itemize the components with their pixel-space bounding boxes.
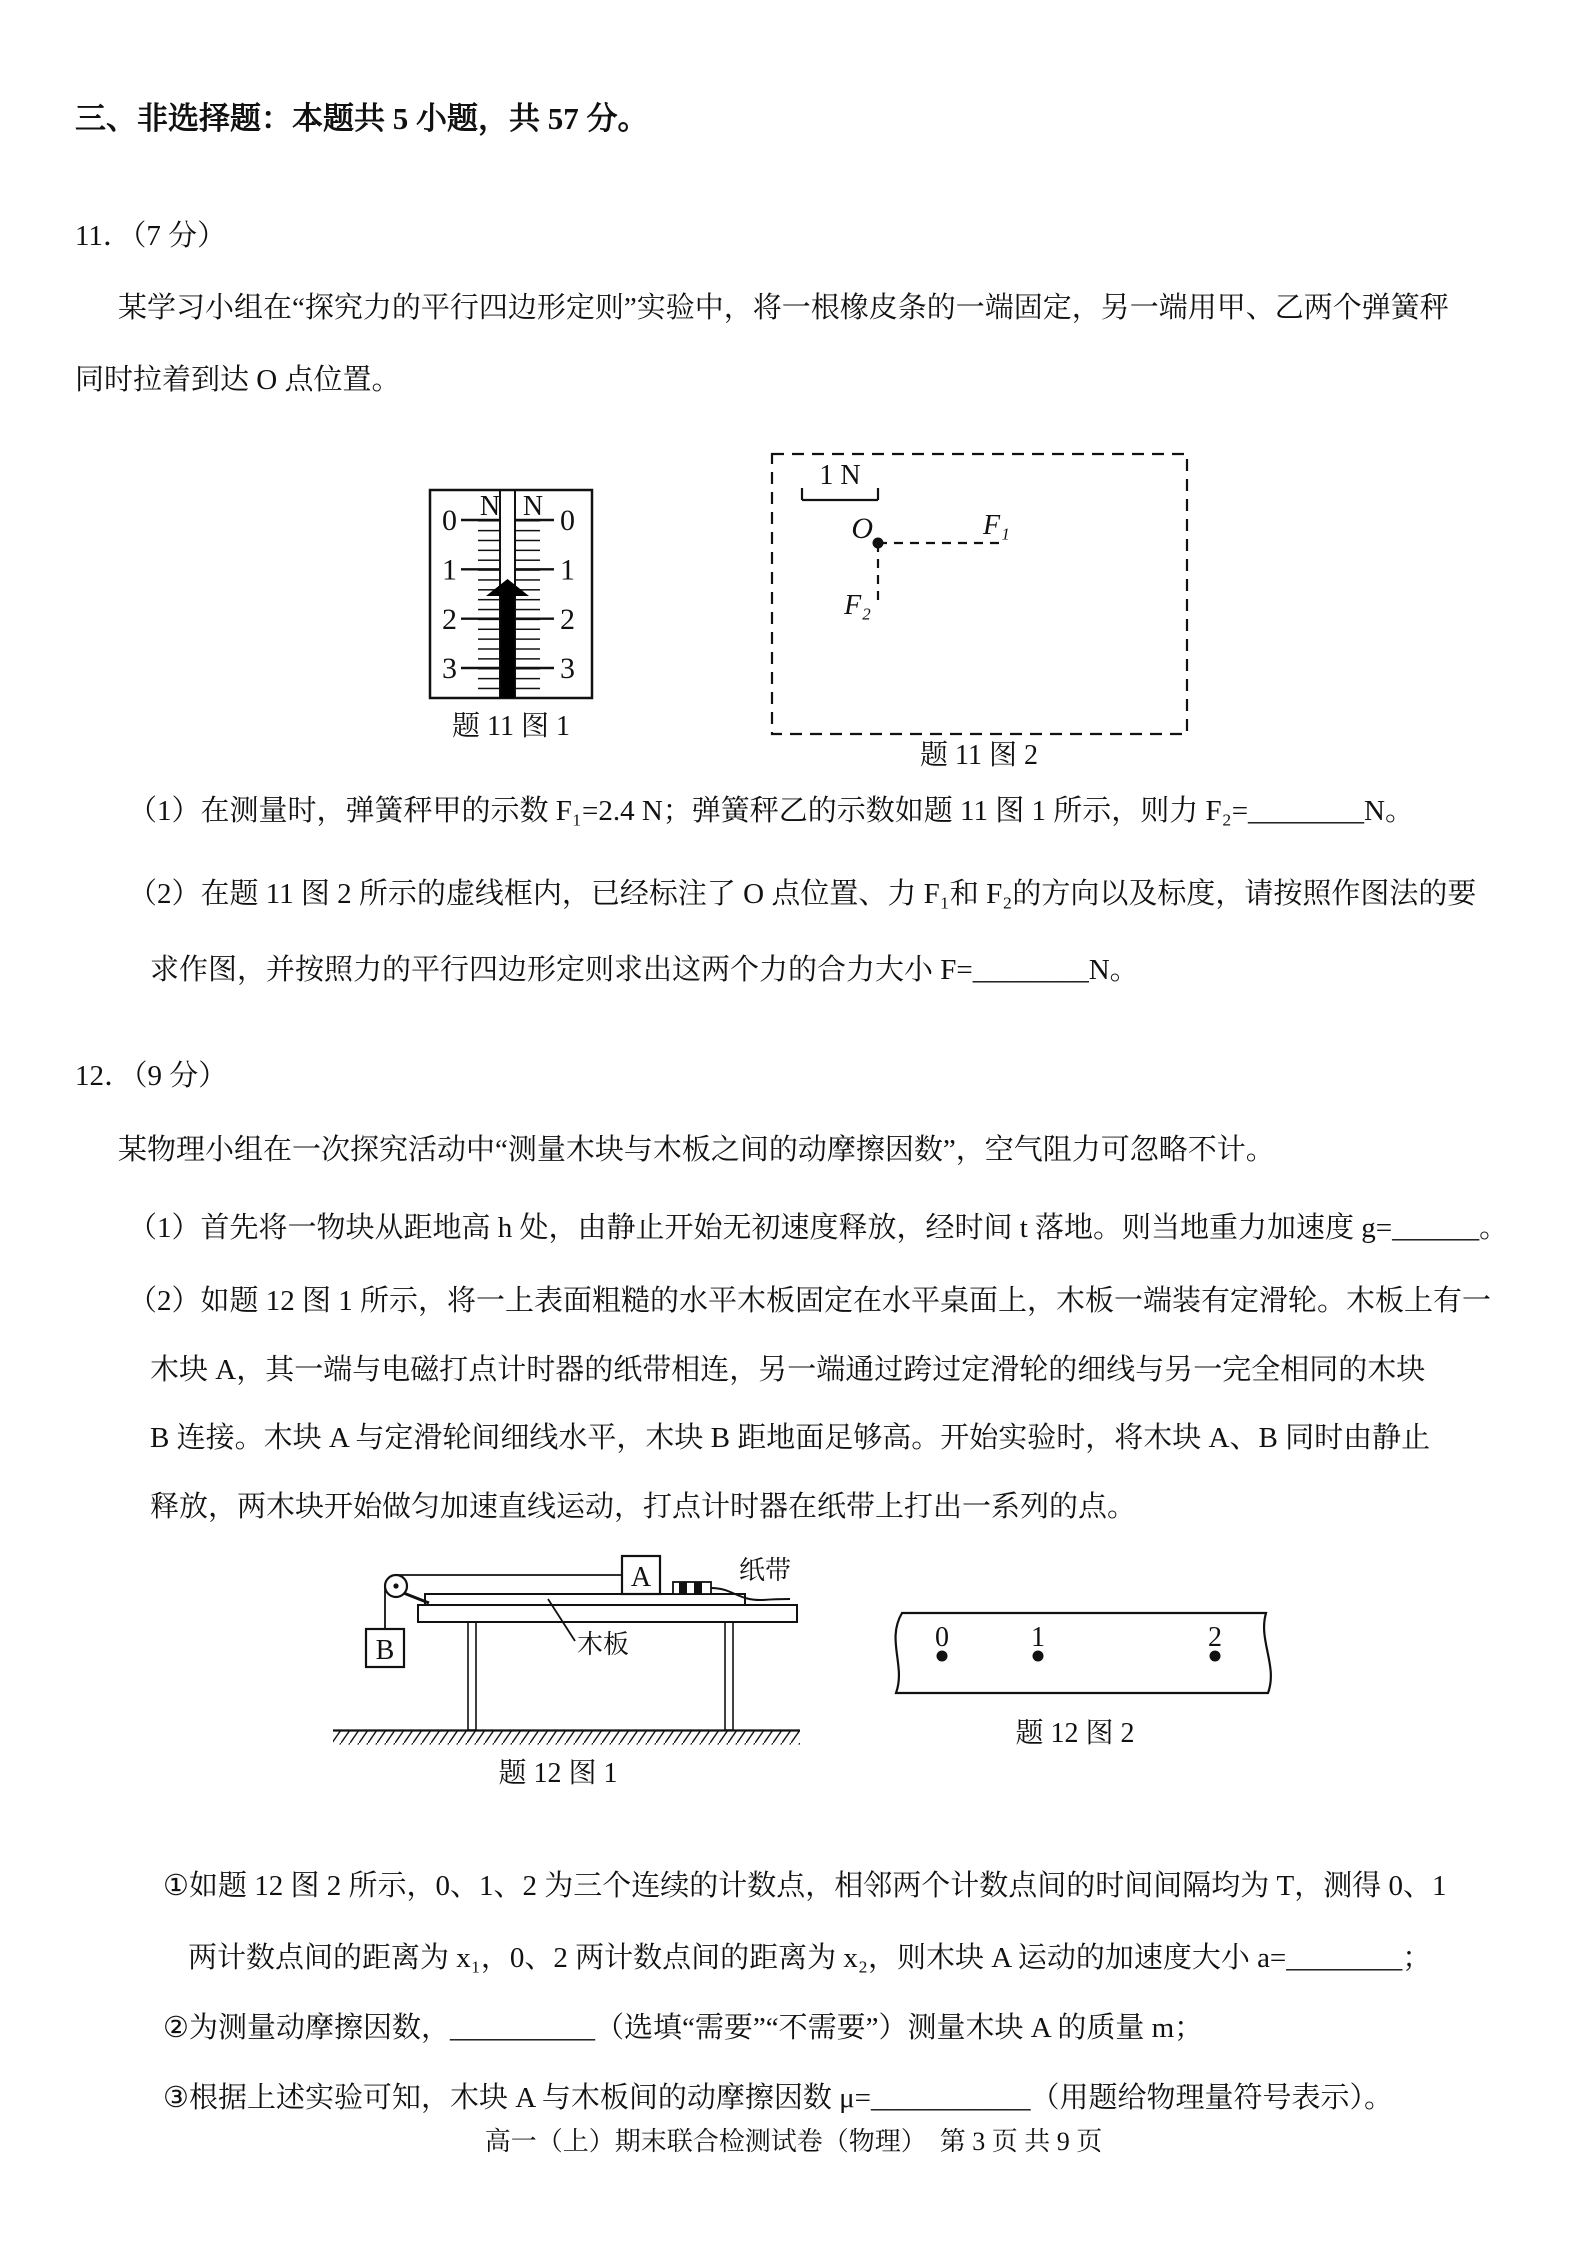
- timer-device: [673, 1582, 711, 1594]
- pulley-axle: [393, 1583, 398, 1588]
- wooden-board: [425, 1594, 745, 1605]
- tick-label: 3: [560, 652, 575, 685]
- q12-item3: ③根据上述实验可知，木块 A 与木板间的动摩擦因数 μ=___________（用题给物理量符号表示）。: [163, 2082, 1393, 2114]
- tape-point-1-label: 1: [1031, 1622, 1045, 1653]
- scale-bar-label: 1 N: [819, 460, 861, 491]
- tape-point-2-label: 2: [1208, 1622, 1222, 1653]
- f1-label: F₁: [983, 510, 1010, 541]
- q11-part2-line1: （2）在题 11 图 2 所示的虚线框内，已经标注了 O 点位置、力 F₁和 F₂的方向以及标度，请按照作图法的要: [128, 878, 1477, 910]
- minor-ticks-left: [478, 520, 500, 698]
- q12-figure1-apparatus: [233, 1535, 808, 1795]
- tick-label: 0: [442, 504, 457, 537]
- tape-point-0-label: 0: [935, 1622, 949, 1653]
- table-leg-left: [468, 1622, 476, 1730]
- origin-label: O: [851, 512, 873, 545]
- q11-figure2-force-diagram: [763, 446, 1198, 781]
- q11-intro-line2: 同时拉着到达 O 点位置。: [75, 364, 401, 396]
- timer-band: [679, 1582, 687, 1594]
- q12-number: 12．（9 分）: [75, 1060, 228, 1092]
- scale-unit-left: N: [479, 491, 501, 522]
- q12-figure2-tape: [878, 1598, 1298, 1753]
- q12-figure1-caption: 题 12 图 1: [498, 1758, 618, 1789]
- q11-intro-line1: 某学习小组在“探究力的平行四边形定则”实验中，将一根橡皮条的一端固定，另一端用甲、乙两个弹簧秤: [118, 292, 1449, 324]
- dashed-frame: [772, 454, 1187, 734]
- section-header: 三、非选择题：本题共 5 小题，共 57 分。: [75, 101, 649, 136]
- table-top: [418, 1605, 797, 1622]
- tape-label: 纸带: [738, 1556, 792, 1585]
- q12-figure2-caption: 题 12 图 2: [1015, 1718, 1135, 1749]
- q12-part2-line1: （2）如题 12 图 1 所示，将一上表面粗糙的水平木板固定在水平桌面上，木板一端装有定滑轮。木板上有一: [128, 1285, 1492, 1317]
- q12-part1: （1）首先将一物块从距地高 h 处，由静止开始无初速度释放，经时间 t 落地。则当地重力加速度 g=______。: [128, 1212, 1509, 1244]
- q12-part2-line2: 木块 A，其一端与电磁打点计时器的纸带相连，另一端通过跨过定滑轮的细线与另一完全相同的木块: [150, 1354, 1426, 1386]
- scale-unit-right: N: [522, 491, 544, 522]
- page-footer: 高一（上）期末联合检测试卷（物理） 第 3 页 共 9 页: [484, 2127, 1103, 2156]
- ground-hatching: [333, 1732, 800, 1745]
- q11-figure2-caption: 题 11 图 2: [920, 740, 1038, 771]
- tick-label: 2: [560, 603, 575, 636]
- q11-part2-line2: 求作图，并按照力的平行四边形定则求出这两个力的合力大小 F=________N。: [150, 954, 1139, 986]
- tick-label: 3: [442, 652, 457, 685]
- minor-ticks-right: [515, 520, 540, 698]
- table-leg-right: [725, 1622, 733, 1730]
- q12-item1-line2: 两计数点间的距离为 x₁，0、2 两计数点间的距离为 x₂，则木块 A 运动的加速度大小 a=________；: [188, 1942, 1432, 1974]
- tick-label: 1: [442, 553, 457, 587]
- block-b-label: B: [375, 1635, 395, 1666]
- q12-part2-line4: 释放，两木块开始做匀加速直线运动，打点计时器在纸带上打出一系列的点。: [150, 1491, 1137, 1523]
- q11-figure1-spring-scale: [423, 483, 603, 753]
- timer-band: [694, 1582, 702, 1594]
- board-label: 木板: [577, 1630, 630, 1659]
- q11-figure1-caption: 题 11 图 1: [452, 711, 570, 742]
- q11-number: 11．（7 分）: [75, 220, 227, 252]
- block-a-label: A: [630, 1562, 652, 1593]
- tick-label: 0: [560, 504, 575, 537]
- q12-item2: ②为测量动摩擦因数，__________（选填“需要”“不需要”）测量木块 A 的质量 m；: [163, 2012, 1204, 2044]
- spring-scale-pointer-rod: [501, 594, 515, 698]
- f2-label: F₂: [844, 590, 871, 621]
- q12-item1-line1: ①如题 12 图 2 所示，0、1、2 为三个连续的计数点，相邻两个计数点间的时间间隔均为 T，测得 0、1: [163, 1870, 1447, 1902]
- tick-label: 2: [442, 603, 457, 636]
- q12-part2-line3: B 连接。木块 A 与定滑轮间细线水平，木块 B 距地面足够高。开始实验时，将木块 A、B 同时由静止: [150, 1422, 1431, 1454]
- tick-label: 1: [560, 553, 575, 587]
- q11-part1: （1）在测量时，弹簧秤甲的示数 F₁=2.4 N；弹簧秤乙的示数如题 11 图 1 所示，则力 F₂=________N。: [128, 795, 1414, 827]
- q12-intro: 某物理小组在一次探究活动中“测量木块与木板之间的动摩擦因数”，空气阻力可忽略不计。: [118, 1134, 1275, 1166]
